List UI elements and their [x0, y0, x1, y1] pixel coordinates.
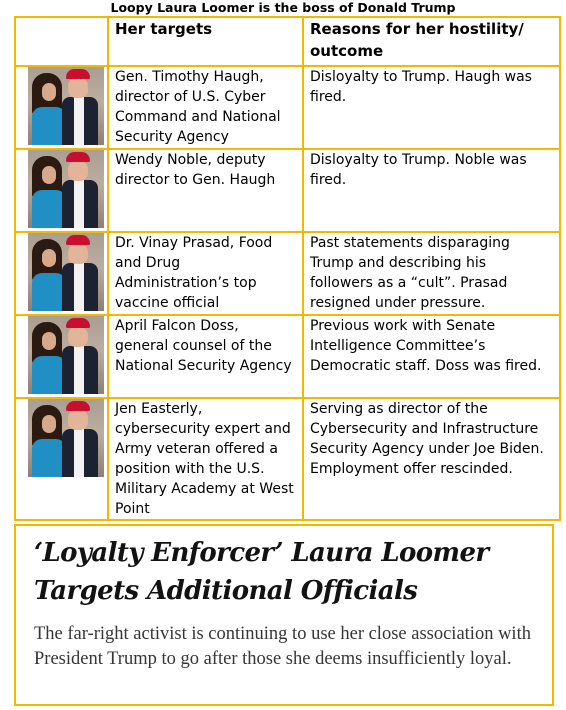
article-headline: ‘Loyalty Enforcer’ Laura Loomer Targets Additional Officials [34, 538, 489, 606]
header-reasons: Reasons for her hostility/ outcome [303, 17, 560, 66]
target-cell: Wendy Noble, deputy director to Gen. Haugh [108, 149, 303, 232]
reason-cell: Disloyalty to Trump. Noble was fired. [303, 149, 560, 232]
photo-cell [15, 66, 108, 149]
reason-cell: Disloyalty to Trump. Haugh was fired. [303, 66, 560, 149]
reason-cell: Serving as director of the Cybersecurity and Infrastructure Security Agency under Joe Biden. Employment offer rescinded. [303, 398, 560, 520]
table-row [15, 398, 560, 520]
loomer-trump-photo [28, 67, 104, 145]
table-row [15, 149, 560, 232]
photo-cell [15, 232, 108, 315]
loomer-trump-photo [28, 150, 104, 228]
targets-table [14, 16, 561, 521]
photo-cell [15, 315, 108, 398]
photo-cell [15, 149, 108, 232]
target-cell: April Falcon Doss, general counsel of the National Security Agency [108, 315, 303, 398]
article-subhead: The far-right activist is continuing to use her close association with President Trump to go after those she deems insufficiently loyal. [34, 624, 531, 669]
table-header-row [15, 17, 560, 66]
target-cell: Dr. Vinay Prasad, Food and Drug Administration’s top vaccine official [108, 232, 303, 315]
reason-cell: Past statements disparaging Trump and describing his followers as a “cult”. Prasad resigned under pressure. [303, 232, 560, 315]
loomer-trump-photo [28, 399, 104, 477]
table-row [15, 315, 560, 398]
loomer-trump-photo [28, 233, 104, 311]
target-cell: Gen. Timothy Haugh, director of U.S. Cyber Command and National Security Agency [108, 66, 303, 149]
article-clipping [14, 524, 554, 706]
photo-cell [15, 398, 108, 520]
table-row [15, 66, 560, 149]
table-row [15, 232, 560, 315]
header-targets: Her targets [108, 17, 303, 66]
reason-cell: Previous work with Senate Intelligence Committee’s Democratic staff. Doss was fired. [303, 315, 560, 398]
loomer-trump-photo [28, 316, 104, 394]
page-title: Loopy Laura Loomer is the boss of Donald Trump [110, 0, 456, 15]
target-cell: Jen Easterly, cybersecurity expert and Army veteran offered a position with the U.S. Military Academy at West Point [108, 398, 303, 520]
header-photo [15, 17, 108, 66]
